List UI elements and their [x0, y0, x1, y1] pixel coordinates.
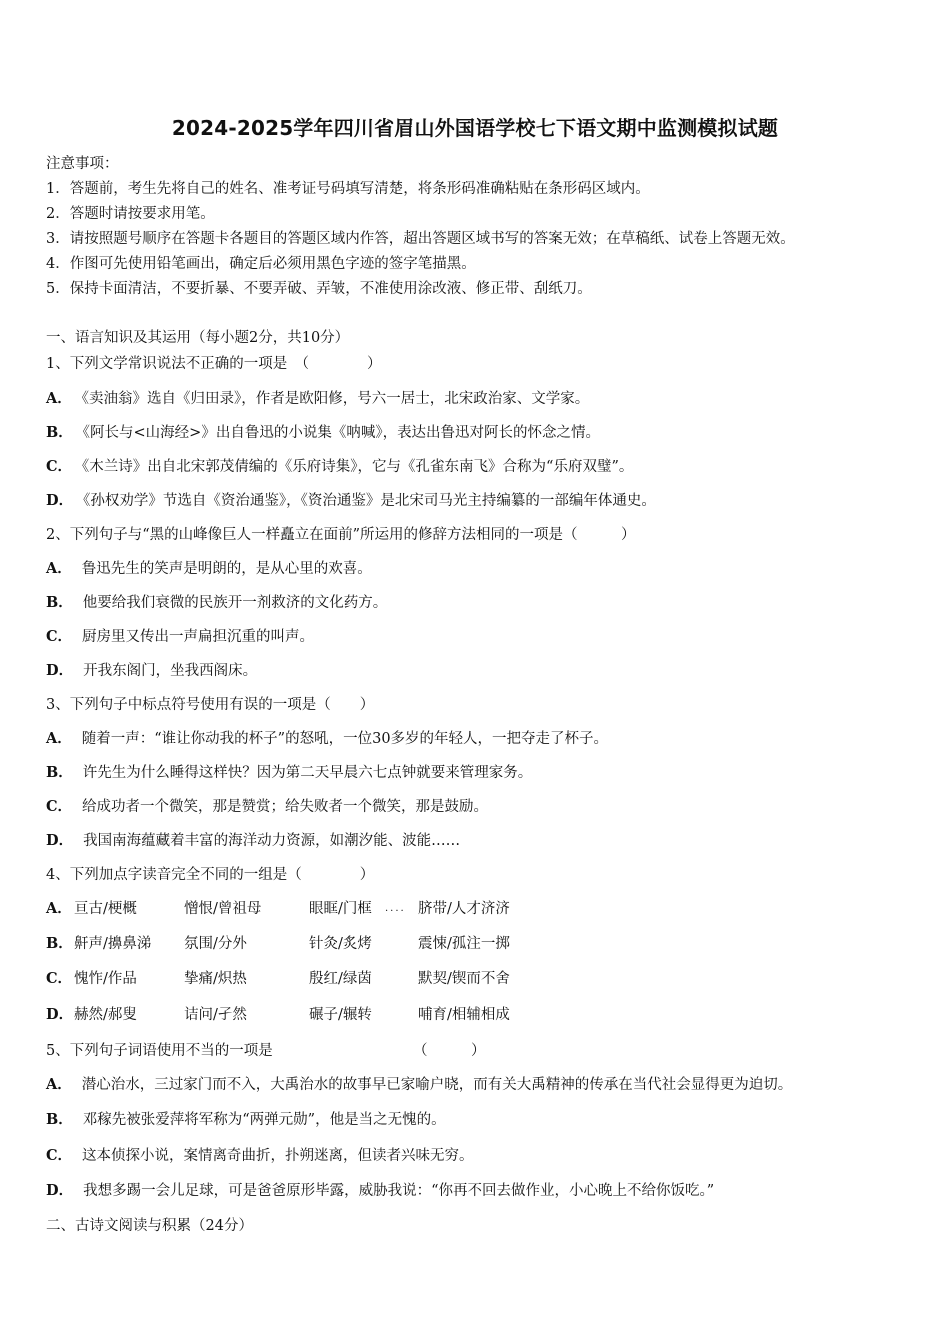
option-label: A．	[46, 390, 72, 407]
option-label: B．	[46, 594, 73, 611]
question-option	[46, 829, 460, 850]
option-text: 《阿长与<山海经>》出自鲁迅的小说集《呐喊》，表达出鲁迅对阿长的怀念之情。	[82, 425, 601, 441]
option-label: C．	[46, 798, 73, 815]
option-text: 邓稼先被张爱萍将军称为“两弹元勋”，他是当之无愧的。	[82, 1112, 446, 1128]
notice-item: 4．作图可先使用铅笔画出，确定后必须用黑色字迹的签字笔描黑。	[46, 256, 476, 272]
question-stem: 4、下列加点字读音完全不同的一组是（ ）	[46, 867, 375, 883]
option-text: 《孙权劝学》节选自《资治通鉴》，《资治通鉴》是北宋司马光主持编纂的一部编年体通史。	[83, 493, 656, 509]
row-label: D．	[46, 1006, 74, 1023]
option-label: C．	[46, 458, 73, 475]
option-label: A．	[46, 730, 72, 747]
option-label: A．	[46, 560, 72, 577]
question-option	[46, 1179, 714, 1200]
option-label: D．	[46, 662, 74, 679]
option-label: A．	[46, 1076, 72, 1093]
pair-cell: 赫然/郝叟	[74, 1007, 137, 1023]
pair-cell: 震悚/孤注一掷	[418, 936, 510, 952]
pair-cell: 眼眶/门框	[309, 901, 372, 917]
option-text: 开我东阁门，坐我西阁床。	[83, 663, 258, 679]
question-option	[46, 421, 600, 442]
pair-cell: 憎恨/曾祖母	[184, 901, 262, 917]
question-option	[46, 1144, 474, 1165]
option-text: 这本侦探小说，案情离奇曲折，扑朔迷离，但读者兴味无穷。	[82, 1148, 474, 1164]
option-text: 随着一声：“谁让你动我的杯子”的怒吼，一位30多岁的年轻人，一把夺走了杯子。	[81, 731, 609, 747]
pair-cell: 针灸/炙烤	[309, 936, 372, 952]
row-label: C．	[46, 970, 73, 987]
question-option	[46, 455, 633, 476]
question-option	[46, 591, 387, 612]
option-label: D．	[46, 492, 74, 509]
pair-cell: 愧怍/作品	[74, 971, 137, 987]
option-label: D．	[46, 1182, 74, 1199]
notice-item: 5．保持卡面清洁，不要折暴、不要弄破、弄皱，不准使用涂改液、修正带、刮纸刀。	[46, 281, 592, 297]
question-option	[46, 387, 589, 408]
question-option	[46, 795, 488, 816]
option-label: D．	[46, 832, 74, 849]
notice-item: 2．答题时请按要求用笔。	[46, 206, 215, 222]
option-label: B．	[46, 1111, 73, 1128]
question-option	[46, 659, 257, 680]
question-stem: 2、下列句子与“黑的山峰像巨人一样矗立在面前”所运用的修辞方法相同的一项是（ ）	[46, 527, 636, 543]
option-text: 《木兰诗》出自北宋郭茂倩编的《乐府诗集》，它与《孔雀东南飞》合称为“乐府双璧”。	[82, 459, 634, 475]
question-stem: 5、下列句子词语使用不当的一项是	[46, 1043, 273, 1059]
option-label: B．	[46, 424, 73, 441]
pair-cell: 氛围/分外	[184, 936, 247, 952]
notice-item: 3．请按照题号顺序在答题卡各题目的答题区域内作答，超出答题区域书写的答案无效；在草稿纸、试卷上答题无效。	[46, 231, 795, 247]
question-option	[46, 1108, 446, 1129]
pair-cell: 默契/锲而不舍	[418, 971, 510, 987]
question-option	[46, 557, 372, 578]
notice-item: 1．答题前，考生先将自己的姓名、准考证号码填写清楚，将条形码准确粘贴在条形码区域内。	[46, 181, 650, 197]
option-text: 他要给我们衰微的民族开一剂救济的文化药方。	[82, 595, 388, 611]
option-text: 潜心治水，三过家门而不入，大禹治水的故事早已家喻户晓，而有关大禹精神的传承在当代社会显得更为迫切。	[81, 1077, 793, 1093]
pair-cell: 哺育/相辅相成	[418, 1007, 510, 1023]
section-heading: 二、古诗文阅读与积累（24分）	[46, 1218, 253, 1234]
option-text: 给成功者一个微笑，那是赞赏；给失败者一个微笑，那是鼓励。	[82, 799, 489, 815]
question-option	[46, 761, 532, 782]
option-text: 《卖油翁》选自《归田录》，作者是欧阳修，号六一居士，北宋政治家、文学家。	[81, 391, 590, 407]
answer-paren: （ ）	[413, 1043, 486, 1059]
question-option	[46, 1073, 792, 1094]
notice-heading: 注意事项：	[46, 156, 119, 172]
pair-cell: 诘问/孑然	[184, 1007, 247, 1023]
option-text: 厨房里又传出一声扁担沉重的叫声。	[82, 629, 315, 645]
option-label: B．	[46, 764, 73, 781]
question-stem: 1、下列文学常识说法不正确的一项是 （ ）	[46, 356, 382, 372]
question-option	[46, 727, 608, 748]
row-label: B．	[46, 935, 73, 952]
section-heading: 一、语言知识及其运用（每小题2分，共10分）	[46, 330, 350, 346]
option-text: 许先生为什么睡得这样快？因为第二天早晨六七点钟就要来管理家务。	[82, 765, 533, 781]
option-text: 我想多踢一会儿足球，可是爸爸原形毕露，威胁我说：“你再不回去做作业，小心晚上不给你饭吃。”	[83, 1183, 715, 1199]
option-label: C．	[46, 628, 73, 645]
emphasis-dots: ....	[385, 903, 406, 914]
pair-cell: 殷红/绿茵	[309, 971, 372, 987]
pair-cell: 鼾声/擤鼻涕	[74, 936, 152, 952]
question-option	[46, 489, 656, 510]
pair-cell: 碾子/辗转	[309, 1007, 372, 1023]
pair-cell: 亘古/梗概	[74, 901, 137, 917]
page-title: 2024-2025学年四川省眉山外国语学校七下语文期中监测模拟试题	[171, 116, 779, 140]
option-text: 鲁迅先生的笑声是明朗的，是从心里的欢喜。	[81, 561, 372, 577]
row-label: A．	[46, 900, 72, 917]
question-stem: 3、下列句子中标点符号使用有误的一项是（ ）	[46, 697, 375, 713]
pair-cell: 脐带/人才济济	[418, 901, 510, 917]
pair-cell: 挚痛/炽热	[184, 971, 247, 987]
question-option	[46, 625, 314, 646]
option-text: 我国南海蕴藏着丰富的海洋动力资源，如潮汐能、波能……	[83, 833, 461, 849]
option-label: C．	[46, 1147, 73, 1164]
